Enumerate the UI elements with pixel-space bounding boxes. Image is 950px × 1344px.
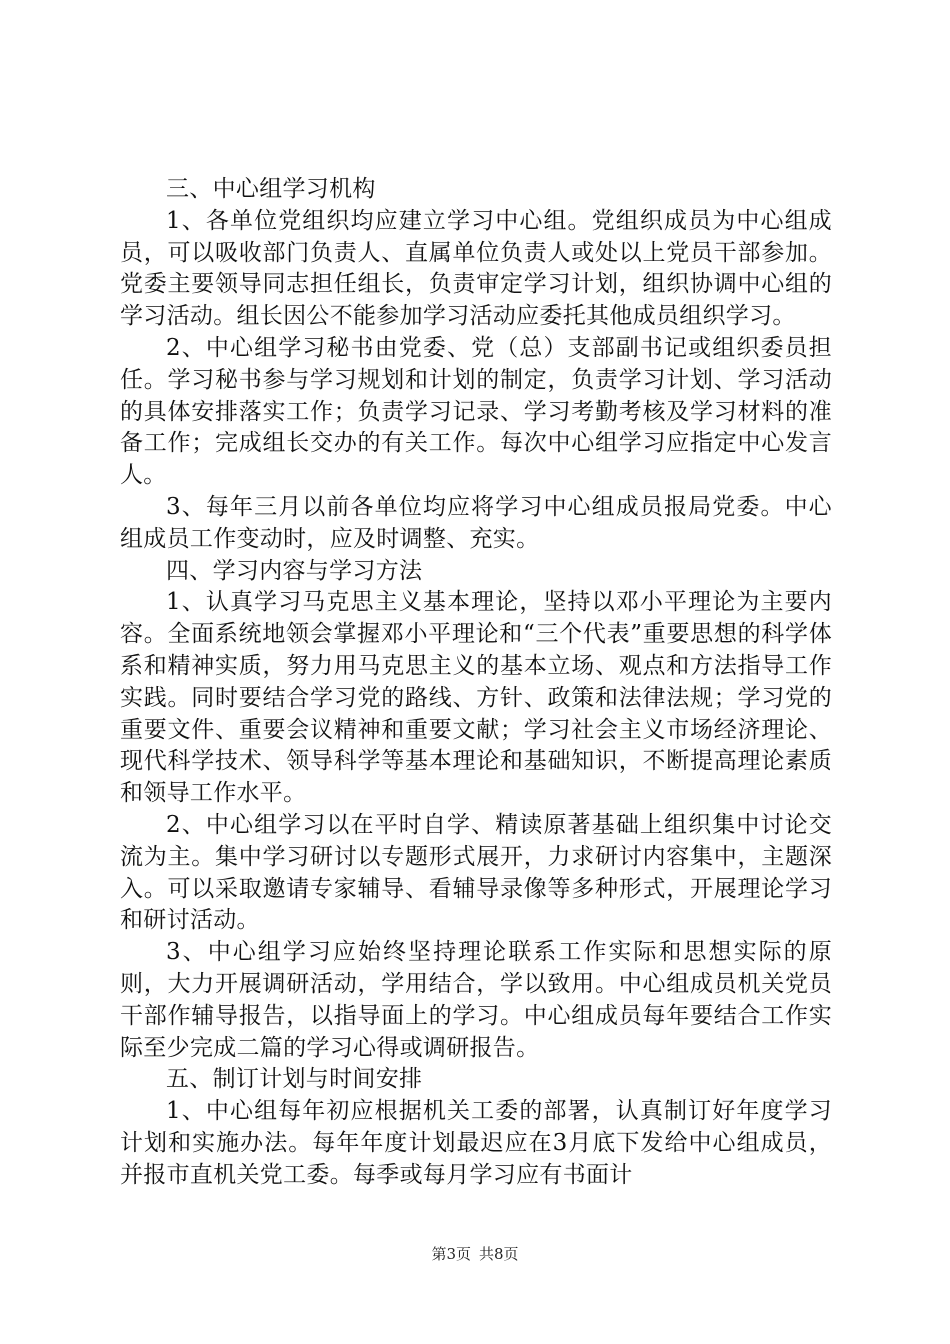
paragraph: 1、认真学习马克思主义基本理论，坚持以邓小平理论为主要内容。全面系统地领会掌握邓小平理论和“三个代表”重要思想的科学体系和精神实质，努力用马克思主义的基本立场、观点和方法指导工作实践。同时要结合学习党的路线、方针、政策和法律法规；学习党的重要文件、重要会议精神和重要文献；学习社会主义市场经济理论、现代科学技术、领导科学等基本理论和基础知识，不断提高理论素质和领导工作水平。 [120, 589, 832, 807]
page-number: 第3页 [431, 1245, 471, 1263]
paragraph: 1、各单位党组织均应建立学习中心组。党组织成员为中心组成员，可以吸收部门负责人、直属单位负责人或处以上党员干部参加。党委主要领导同志担任组长，负责审定学习计划，组织协调中心组的学习活动。组长因公不能参加学习活动应委托其他成员组织学习。 [120, 207, 832, 330]
paragraph: 3、每年三月以前各单位均应将学习中心组成员报局党委。中心组成员工作变动时，应及时调整、充实。 [120, 493, 832, 552]
paragraph: 3、中心组学习应始终坚持理论联系工作实际和思想实际的原则，大力开展调研活动，学用结合，学以致用。中心组成员机关党员干部作辅导报告，以指导面上的学习。中心组成员每年要结合工作实际至少完成二篇的学习心得或调研报告。 [120, 939, 832, 1061]
paragraph: 2、中心组学习以在平时自学、精读原著基础上组织集中讨论交流为主。集中学习研讨以专题形式展开，力求研讨内容集中，主题深入。可以采取邀请专家辅导、看辅导录像等多种形式，开展理论学习和研讨活动。 [120, 811, 832, 934]
document-body [120, 174, 832, 1192]
section-heading-four: 四、学习内容与学习方法 [166, 557, 423, 584]
section-heading-three: 三、中心组学习机构 [166, 176, 376, 202]
section-heading-five: 五、制订计划与时间安排 [166, 1066, 423, 1093]
page-footer [0, 1244, 950, 1264]
paragraph: 1、中心组每年初应根据机关工委的部署，认真制订好年度学习计划和实施办法。每年年度计划最迟应在3月底下发给中心组成员，并报市直机关党工委。每季或每月学习应有书面计 [120, 1098, 832, 1188]
page-total: 共8页 [479, 1245, 519, 1263]
paragraph: 2、中心组学习秘书由党委、党（总）支部副书记或组织委员担任。学习秘书参与学习规划和计划的制定，负责学习计划、学习活动的具体安排落实工作；负责学习记录、学习考勤考核及学习材料的准备工作；完成组长交办的有关工作。每次中心组学习应指定中心发言人。 [120, 334, 832, 489]
